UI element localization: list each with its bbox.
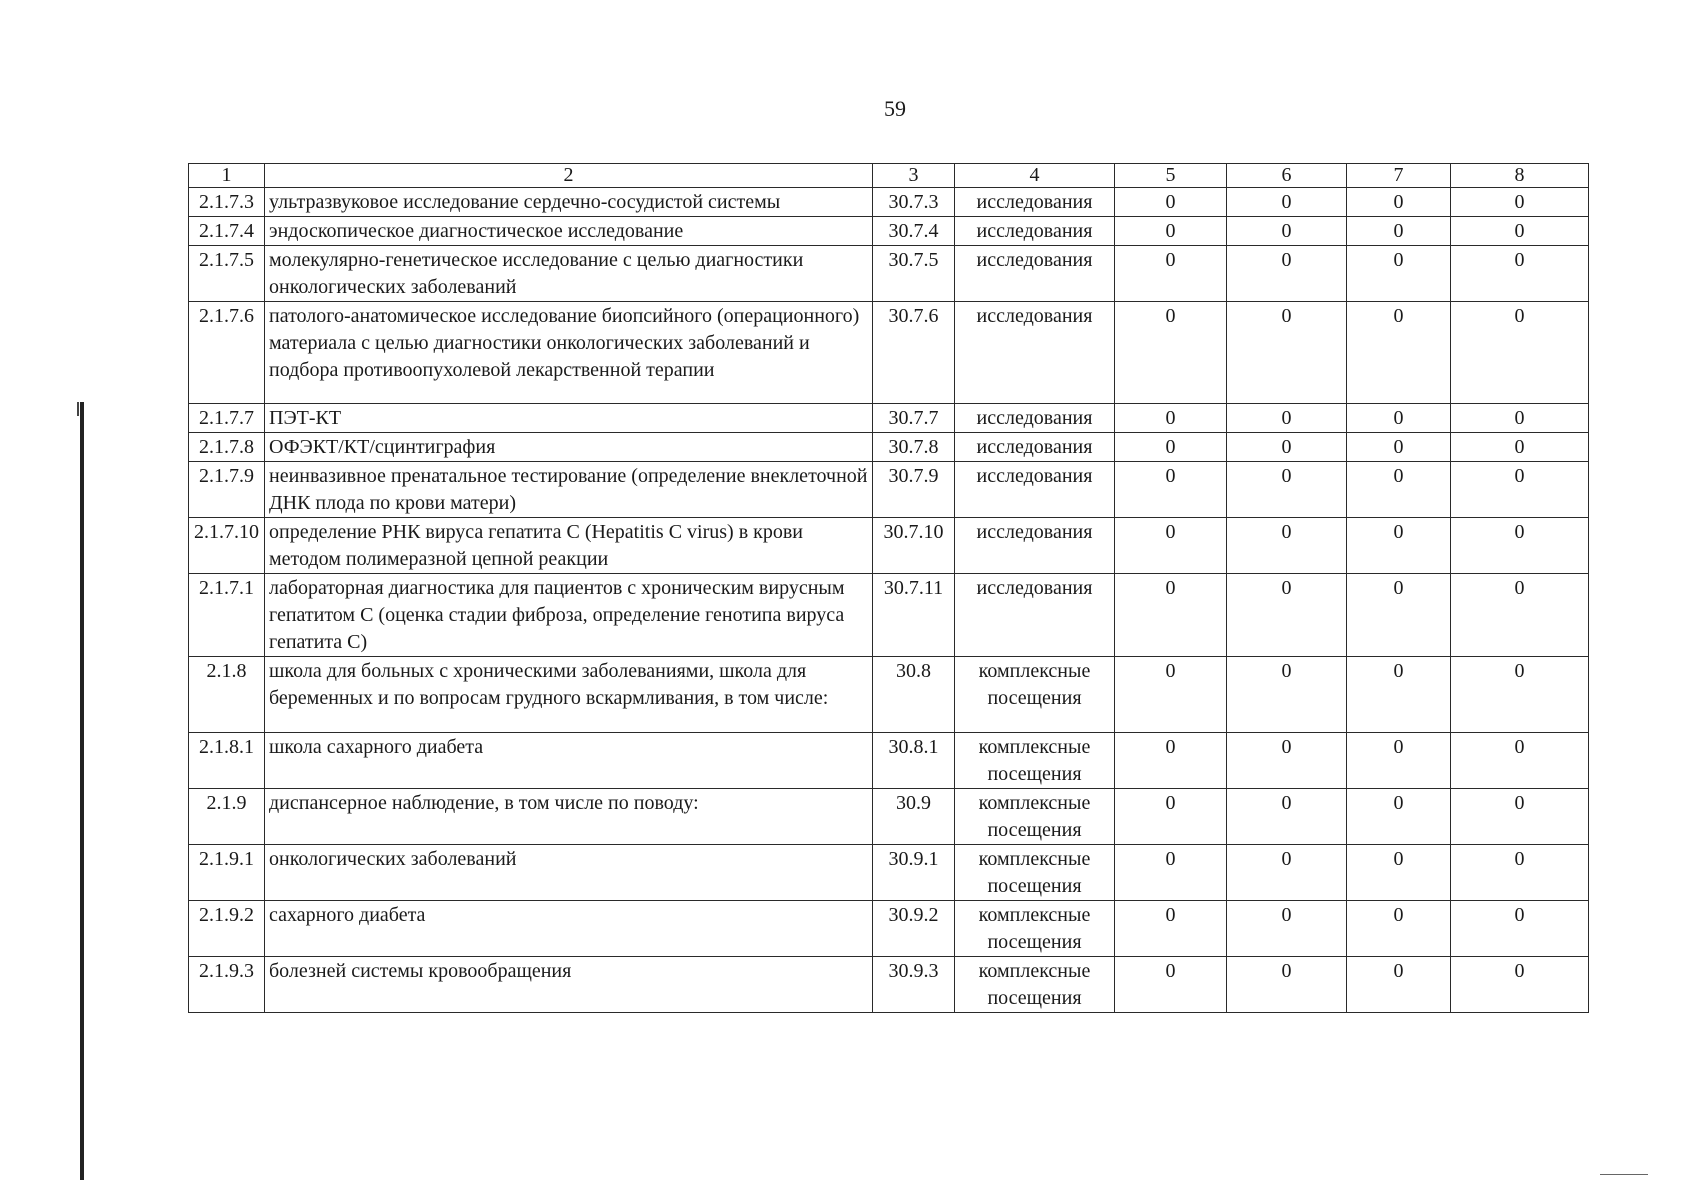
row-number-cell: 2.1.7.1: [189, 574, 265, 657]
table-row: [189, 188, 1589, 217]
row-name-cell: молекулярно-генетическое исследование с целью диагностики онкологических заболеваний: [265, 246, 873, 302]
row-value-cell: 0: [1227, 302, 1347, 404]
row-value-cell: 0: [1451, 574, 1589, 657]
row-number-cell: 2.1.9.3: [189, 957, 265, 1013]
row-value-cell: 0: [1451, 217, 1589, 246]
row-name-cell: лабораторная диагностика для пациентов с хроническим вирусным гепатитом С (оценка стадии фиброза, определение генотипа вируса гепатита С): [265, 574, 873, 657]
table-row: [189, 433, 1589, 462]
row-name-cell: определение РНК вируса гепатита С (Hepatitis С virus) в крови методом полимеразной цепной реакции: [265, 518, 873, 574]
row-code-cell: 30.7.7: [873, 404, 955, 433]
row-code-cell: 30.9.1: [873, 845, 955, 901]
row-name-cell: сахарного диабета: [265, 901, 873, 957]
row-value-cell: 0: [1347, 901, 1451, 957]
row-value-cell: 0: [1347, 657, 1451, 733]
row-unit-cell: исследования: [955, 188, 1115, 217]
row-value-cell: 0: [1227, 217, 1347, 246]
row-code-cell: 30.7.5: [873, 246, 955, 302]
row-number-cell: 2.1.7.8: [189, 433, 265, 462]
row-value-cell: 0: [1115, 789, 1227, 845]
row-code-cell: 30.7.9: [873, 462, 955, 518]
row-value-cell: 0: [1115, 246, 1227, 302]
row-code-cell: 30.9.2: [873, 901, 955, 957]
row-value-cell: 0: [1347, 188, 1451, 217]
row-value-cell: 0: [1347, 957, 1451, 1013]
row-value-cell: 0: [1451, 246, 1589, 302]
data-table: [188, 163, 1589, 1013]
row-value-cell: 0: [1347, 462, 1451, 518]
row-value-cell: 0: [1115, 462, 1227, 518]
header-cell: 4: [955, 164, 1115, 188]
row-value-cell: 0: [1451, 957, 1589, 1013]
row-value-cell: 0: [1115, 302, 1227, 404]
table-header-row: [189, 164, 1589, 188]
row-name-cell: ультразвуковое исследование сердечно-сосудистой системы: [265, 188, 873, 217]
row-value-cell: 0: [1227, 462, 1347, 518]
row-value-cell: 0: [1451, 901, 1589, 957]
row-unit-cell: исследования: [955, 574, 1115, 657]
row-value-cell: 0: [1347, 433, 1451, 462]
row-value-cell: 0: [1451, 518, 1589, 574]
row-unit-cell: исследования: [955, 433, 1115, 462]
row-number-cell: 2.1.7.4: [189, 217, 265, 246]
header-cell: 3: [873, 164, 955, 188]
row-number-cell: 2.1.9: [189, 789, 265, 845]
row-value-cell: 0: [1227, 845, 1347, 901]
table-row: [189, 901, 1589, 957]
header-cell: 5: [1115, 164, 1227, 188]
row-number-cell: 2.1.7.3: [189, 188, 265, 217]
row-name-cell: ПЭТ-КТ: [265, 404, 873, 433]
row-value-cell: 0: [1451, 462, 1589, 518]
row-number-cell: 2.1.7.6: [189, 302, 265, 404]
row-value-cell: 0: [1347, 246, 1451, 302]
row-value-cell: 0: [1227, 901, 1347, 957]
row-value-cell: 0: [1451, 845, 1589, 901]
row-number-cell: 2.1.7.7: [189, 404, 265, 433]
row-number-cell: 2.1.8.1: [189, 733, 265, 789]
table-row: [189, 657, 1589, 733]
row-value-cell: 0: [1227, 433, 1347, 462]
row-unit-cell: комплексные посещения: [955, 845, 1115, 901]
row-name-cell: онкологических заболеваний: [265, 845, 873, 901]
row-code-cell: 30.7.6: [873, 302, 955, 404]
row-value-cell: 0: [1227, 518, 1347, 574]
row-value-cell: 0: [1115, 845, 1227, 901]
table-row: [189, 404, 1589, 433]
row-value-cell: 0: [1227, 574, 1347, 657]
row-number-cell: 2.1.9.2: [189, 901, 265, 957]
row-value-cell: 0: [1451, 188, 1589, 217]
row-value-cell: 0: [1347, 404, 1451, 433]
row-value-cell: 0: [1115, 901, 1227, 957]
header-cell: 2: [265, 164, 873, 188]
row-value-cell: 0: [1451, 733, 1589, 789]
row-value-cell: 0: [1227, 733, 1347, 789]
row-value-cell: 0: [1115, 217, 1227, 246]
row-value-cell: 0: [1347, 302, 1451, 404]
row-name-cell: неинвазивное пренатальное тестирование (определение внеклеточной ДНК плода по крови матери): [265, 462, 873, 518]
table-row: [189, 957, 1589, 1013]
row-value-cell: 0: [1115, 404, 1227, 433]
row-value-cell: 0: [1227, 789, 1347, 845]
row-unit-cell: комплексные посещения: [955, 901, 1115, 957]
row-code-cell: 30.7.3: [873, 188, 955, 217]
row-value-cell: 0: [1227, 404, 1347, 433]
table-row: [189, 246, 1589, 302]
row-unit-cell: исследования: [955, 404, 1115, 433]
row-unit-cell: исследования: [955, 246, 1115, 302]
row-value-cell: 0: [1115, 657, 1227, 733]
row-value-cell: 0: [1451, 404, 1589, 433]
row-code-cell: 30.7.4: [873, 217, 955, 246]
scan-edge-tick: [77, 402, 79, 416]
table-row: [189, 733, 1589, 789]
table-row: [189, 217, 1589, 246]
header-cell: 6: [1227, 164, 1347, 188]
table-row: [189, 518, 1589, 574]
row-value-cell: 0: [1115, 518, 1227, 574]
row-code-cell: 30.9: [873, 789, 955, 845]
row-unit-cell: комплексные посещения: [955, 789, 1115, 845]
row-value-cell: 0: [1347, 845, 1451, 901]
row-name-cell: школа для больных с хроническими заболеваниями, школа для беременных и по вопросам грудного вскармливания, в том числе:: [265, 657, 873, 733]
row-unit-cell: исследования: [955, 217, 1115, 246]
page-number: 59: [884, 96, 906, 121]
scan-edge-line: [80, 402, 84, 1180]
row-value-cell: 0: [1115, 188, 1227, 217]
row-number-cell: 2.1.8: [189, 657, 265, 733]
row-value-cell: 0: [1115, 957, 1227, 1013]
row-name-cell: патолого-анатомическое исследование биопсийного (операционного) материала с целью диагностики онкологических заболеваний и подбора противоопухолевой лекарственной терапии: [265, 302, 873, 404]
row-name-cell: эндоскопическое диагностическое исследование: [265, 217, 873, 246]
corner-mark: [1600, 1174, 1648, 1175]
table-row: [189, 462, 1589, 518]
row-name-cell: болезней системы кровообращения: [265, 957, 873, 1013]
row-name-cell: школа сахарного диабета: [265, 733, 873, 789]
row-value-cell: 0: [1227, 246, 1347, 302]
header-cell: 8: [1451, 164, 1589, 188]
row-value-cell: 0: [1227, 657, 1347, 733]
row-value-cell: 0: [1115, 733, 1227, 789]
row-value-cell: 0: [1451, 789, 1589, 845]
row-number-cell: 2.1.7.9: [189, 462, 265, 518]
table-row: [189, 302, 1589, 404]
row-code-cell: 30.7.11: [873, 574, 955, 657]
row-number-cell: 2.1.7.5: [189, 246, 265, 302]
row-unit-cell: исследования: [955, 518, 1115, 574]
row-code-cell: 30.7.8: [873, 433, 955, 462]
row-value-cell: 0: [1227, 957, 1347, 1013]
row-code-cell: 30.9.3: [873, 957, 955, 1013]
row-value-cell: 0: [1451, 657, 1589, 733]
row-value-cell: 0: [1347, 733, 1451, 789]
row-value-cell: 0: [1347, 789, 1451, 845]
row-value-cell: 0: [1347, 217, 1451, 246]
row-unit-cell: исследования: [955, 302, 1115, 404]
header-cell: 1: [189, 164, 265, 188]
table-row: [189, 574, 1589, 657]
row-value-cell: 0: [1347, 518, 1451, 574]
row-unit-cell: исследования: [955, 462, 1115, 518]
table-row: [189, 789, 1589, 845]
row-code-cell: 30.8: [873, 657, 955, 733]
row-unit-cell: комплексные посещения: [955, 957, 1115, 1013]
row-code-cell: 30.8.1: [873, 733, 955, 789]
row-value-cell: 0: [1451, 433, 1589, 462]
row-code-cell: 30.7.10: [873, 518, 955, 574]
row-unit-cell: комплексные посещения: [955, 733, 1115, 789]
data-table-wrapper: [188, 163, 1588, 1013]
row-value-cell: 0: [1451, 302, 1589, 404]
row-name-cell: диспансерное наблюдение, в том числе по поводу:: [265, 789, 873, 845]
row-unit-cell: комплексные посещения: [955, 657, 1115, 733]
row-value-cell: 0: [1227, 188, 1347, 217]
table-row: [189, 845, 1589, 901]
header-cell: 7: [1347, 164, 1451, 188]
row-value-cell: 0: [1347, 574, 1451, 657]
row-value-cell: 0: [1115, 574, 1227, 657]
row-number-cell: 2.1.9.1: [189, 845, 265, 901]
row-name-cell: ОФЭКТ/КТ/сцинтиграфия: [265, 433, 873, 462]
row-number-cell: 2.1.7.10: [189, 518, 265, 574]
row-value-cell: 0: [1115, 433, 1227, 462]
